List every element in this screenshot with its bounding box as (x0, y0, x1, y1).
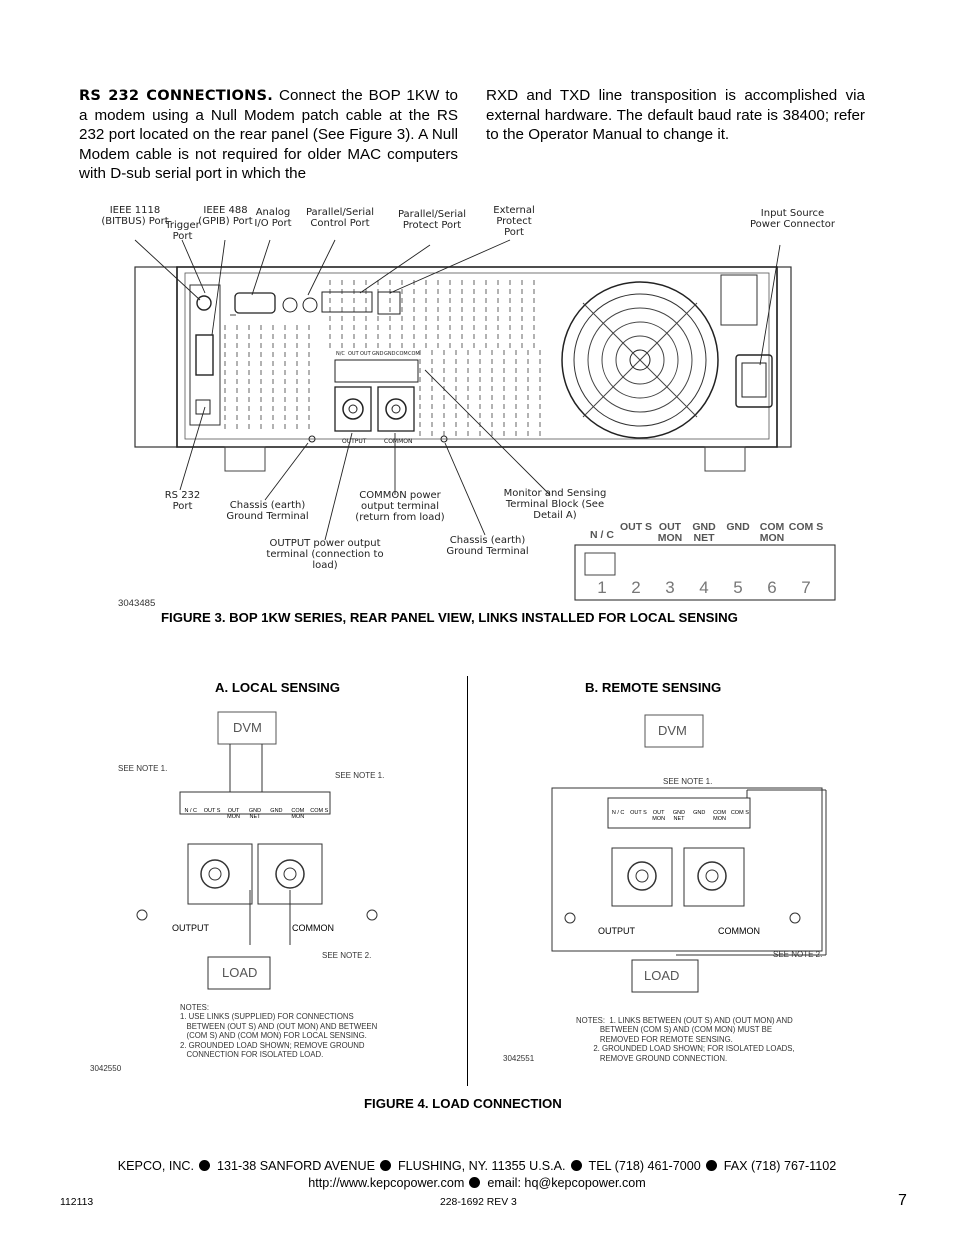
local-load-label: LOAD (222, 965, 258, 980)
detail-terminal-number: 6 (767, 578, 777, 597)
terminal-label: COM S (310, 808, 329, 814)
bullet-icon (469, 1177, 480, 1188)
callout-output: OUTPUT power output terminal (connection to load) (266, 538, 384, 571)
remote-note2: SEE NOTE 2. (773, 950, 823, 959)
remote-notes: NOTES: 1. LINKS BETWEEN (OUT S) AND (OUT MON) AND BETWEEN (COM S) AND (COM MON) MUST BE REMOVED FOR REMOTE SENSING. 2. GROUNDED LOAD SHOWN; FOR ISOLATED LOADS, REMOVE GROUND CONNECTION. (576, 1016, 795, 1063)
footer-address-line (0, 1159, 954, 1173)
page-number: 7 (898, 1192, 907, 1209)
svg-text:GND: GND (372, 351, 384, 357)
local-note2: SEE NOTE 2. (322, 951, 372, 960)
local-note1b: SEE NOTE 1. (335, 771, 385, 780)
detail-terminal-label: GND NET (692, 521, 716, 544)
local-dvm-label: DVM (233, 720, 262, 735)
rear-panel-drawing (0, 195, 954, 625)
footer-fax: FAX (718) 767-1102 (723, 1159, 837, 1173)
local-output-label: OUTPUT (172, 923, 209, 933)
svg-text:COMMON: COMMON (384, 438, 413, 445)
detail-terminal-number: 7 (801, 578, 811, 597)
footer-city: FLUSHING, NY. 11355 U.S.A. (397, 1159, 566, 1173)
callout-trigger: Trigger Port (165, 220, 200, 242)
callout-ieee1118: IEEE 1118 (BITBUS) Port (101, 205, 169, 227)
local-common-label: COMMON (292, 923, 334, 933)
callout-chassis-left: Chassis (earth) Ground Terminal (226, 500, 309, 522)
terminal-label: OUT S (203, 808, 221, 814)
detail-terminal-label: N / C (590, 529, 614, 541)
figure-4-caption: FIGURE 4. LOAD CONNECTION (364, 1096, 562, 1111)
terminal-label: COM MON (713, 810, 726, 822)
detail-terminal-number: 1 (597, 578, 607, 597)
bullet-icon (571, 1160, 582, 1171)
footer-tel: TEL (718) 461-7000 (588, 1159, 701, 1173)
detail-terminal-number: 3 (665, 578, 675, 597)
footer-web-link[interactable]: http://www.kepcopower.com (308, 1176, 465, 1190)
remote-note1: SEE NOTE 1. (663, 777, 713, 786)
svg-text:GND: GND (384, 351, 396, 357)
terminal-label: OUT MON (227, 808, 240, 820)
svg-text:OUT: OUT (360, 351, 371, 357)
local-sensing-diagram (90, 700, 460, 1085)
callout-rs232: RS 232 Port (164, 490, 201, 512)
left-paragraph: Connect the BOP 1KW to a modem using a Null Modem patch cable at the RS 232 port located on the rear panel (See Figure 3). A Null Modem cable is not required for older MAC computers with D-sub serial port in which the (79, 87, 458, 183)
detail-terminal-number: 5 (733, 578, 743, 597)
terminal-label: GND NET (672, 810, 686, 822)
footer-web-line (0, 1176, 954, 1190)
remote-dvm-label: DVM (658, 723, 687, 738)
terminal-label: GND (270, 808, 283, 814)
callout-input-source: Input Source Power Connector (750, 208, 835, 230)
terminal-label: GND NET (248, 808, 262, 820)
figure-3-drawing-number: 3043485 (118, 598, 156, 609)
bullet-icon (380, 1160, 391, 1171)
terminal-label: COM MON (291, 808, 305, 820)
remote-sensing-title: B. REMOTE SENSING (585, 680, 722, 695)
svg-text:OUTPUT: OUTPUT (342, 438, 367, 445)
figure-3 (0, 195, 954, 625)
detail-terminal-label: OUT MON (657, 521, 683, 544)
remote-output-label: OUTPUT (598, 926, 635, 936)
terminal-label: COM S (730, 810, 749, 816)
local-notes: NOTES: 1. USE LINKS (SUPPLIED) FOR CONNECTIONS BETWEEN (OUT S) AND (OUT MON) AND BETWEEN (COM S) AND (COM MON) FOR LOCAL SENSING. 2. GROUNDED LOAD SHOWN; REMOVE GROUND CONNECTION FOR ISOLATED LOAD. (180, 1003, 378, 1060)
footer-address: 131-38 SANFORD AVENUE (217, 1159, 375, 1173)
remote-sensing-diagram (500, 700, 850, 1085)
local-note1a: SEE NOTE 1. (118, 764, 168, 773)
right-paragraph: RXD and TXD line transposition is accomplished via external hardware. The default baud rate is 38400; refer to the Operator Manual to change it. (486, 87, 865, 144)
left-text-column (79, 86, 458, 184)
remote-load-label: LOAD (644, 968, 680, 983)
footer-doc-code: 112113 (60, 1197, 94, 1208)
terminal-label: OUT S (630, 810, 647, 816)
footer-email[interactable]: email: hq@kepcopower.com (487, 1176, 646, 1190)
callout-external-protect: External Protect Port (493, 205, 535, 238)
terminal-label: OUT MON (652, 810, 666, 822)
callout-monitor: Monitor and Sensing Terminal Block (See Detail A) (503, 488, 607, 521)
footer-company: KEPCO, INC. (117, 1159, 195, 1173)
callout-parallel-protect: Parallel/Serial Protect Port (397, 209, 467, 231)
callout-parallel-control: Parallel/Serial Control Port (305, 207, 375, 229)
detail-terminal-label: COM MON (759, 521, 785, 544)
detail-terminal-label: COM S (788, 521, 824, 533)
figure-4-divider (467, 676, 468, 1086)
svg-text:COM: COM (396, 351, 408, 357)
figure-3-caption: FIGURE 3. BOP 1KW SERIES, REAR PANEL VIEW, LINKS INSTALLED FOR LOCAL SENSING (161, 610, 738, 625)
svg-text:COM: COM (408, 351, 420, 357)
terminal-label: N / C (184, 808, 197, 814)
detail-terminal-label: OUT S (619, 521, 653, 533)
svg-text:N/C: N/C (336, 351, 345, 357)
terminal-label: N / C (611, 810, 625, 816)
section-heading: RS 232 CONNECTIONS. (79, 87, 273, 104)
callout-ieee488: IEEE 488 (GPIB) Port (198, 205, 253, 227)
detail-terminal-label: GND (726, 521, 750, 533)
callout-analog: Analog I/O Port (254, 207, 292, 229)
remote-common-label: COMMON (718, 926, 760, 936)
callout-chassis-right: Chassis (earth) Ground Terminal (446, 535, 529, 557)
remote-drawing-number: 3042551 (503, 1054, 535, 1063)
callout-common: COMMON power output terminal (return from load) (355, 490, 445, 523)
svg-text:OUT: OUT (348, 351, 359, 357)
detail-terminal-number: 4 (699, 578, 709, 597)
local-sensing-title: A. LOCAL SENSING (215, 680, 341, 695)
terminal-label: GND (693, 810, 706, 816)
footer-doc-revision: 228-1692 REV 3 (440, 1197, 517, 1208)
local-drawing-number: 3042550 (90, 1064, 122, 1073)
right-text-column (486, 86, 865, 145)
bullet-icon (199, 1160, 210, 1171)
bullet-icon (706, 1160, 717, 1171)
detail-terminal-number: 2 (631, 578, 641, 597)
